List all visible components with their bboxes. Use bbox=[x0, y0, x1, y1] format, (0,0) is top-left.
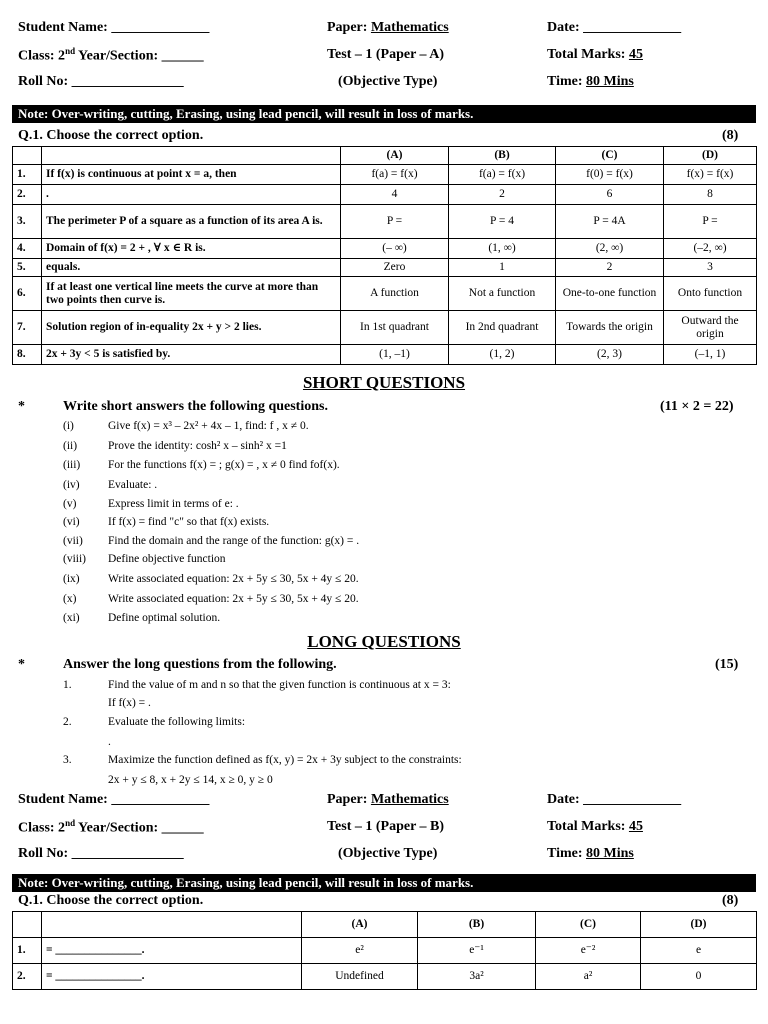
question-number: 3. bbox=[13, 205, 42, 239]
test-title: Test – 1 (Paper – A) bbox=[327, 47, 445, 62]
roll-no-field: Roll No: ________________ bbox=[18, 846, 184, 861]
question-text: equals. bbox=[42, 259, 341, 277]
long-star: * bbox=[18, 657, 25, 672]
option-c: f(0) = f(x) bbox=[556, 165, 664, 185]
table-row bbox=[13, 938, 757, 964]
mcq-table-b bbox=[12, 911, 757, 990]
option-d: P = bbox=[664, 205, 757, 239]
option-header-d: (D) bbox=[664, 147, 757, 165]
item-number: (x) bbox=[63, 593, 77, 605]
mcq-header-row bbox=[13, 912, 757, 938]
item-number: (ii) bbox=[63, 440, 78, 452]
item-text: Define optimal solution. bbox=[108, 612, 221, 624]
item-text: Prove the identity: cosh² x – sinh² x =1 bbox=[108, 440, 287, 452]
time-value: 80 Mins bbox=[586, 846, 634, 861]
student-name-field: Student Name: ______________ bbox=[18, 20, 210, 35]
table-row bbox=[13, 165, 757, 185]
question-text: = _______________. bbox=[42, 964, 302, 990]
table-row bbox=[13, 185, 757, 205]
class-field bbox=[18, 818, 204, 837]
short-questions-title: SHORT QUESTIONS bbox=[302, 373, 466, 392]
header-blank bbox=[42, 147, 341, 165]
item-number: (vii) bbox=[63, 535, 83, 547]
option-d: Outward the origin bbox=[664, 311, 757, 345]
item-number: (iii) bbox=[63, 459, 81, 471]
option-header-a: (A) bbox=[341, 147, 449, 165]
item-number: (ix) bbox=[63, 573, 80, 585]
class-label: Class: 2 bbox=[18, 820, 66, 836]
option-a: Undefined bbox=[302, 964, 418, 990]
long-marks: (15) bbox=[715, 657, 739, 672]
item-text: For the functions f(x) = ; g(x) = , x ≠ 0 find fof(x). bbox=[108, 459, 340, 471]
class-section: Year/Section: ______ bbox=[75, 48, 204, 64]
date-field: Date: ______________ bbox=[547, 20, 682, 35]
paper-value: Mathematics bbox=[370, 20, 449, 35]
question-text: If f(x) is continuous at point x = a, then bbox=[42, 165, 341, 185]
class-label: Class: 2 bbox=[18, 48, 66, 64]
total-marks-value: 45 bbox=[628, 819, 643, 834]
time-label: Time: bbox=[547, 846, 587, 861]
option-a: Zero bbox=[341, 259, 449, 277]
item-number: (xi) bbox=[63, 612, 80, 624]
item-number: 1. bbox=[63, 679, 72, 691]
option-header-b: (B) bbox=[449, 147, 556, 165]
total-marks bbox=[547, 819, 643, 835]
total-marks bbox=[547, 47, 643, 63]
option-c: Towards the origin bbox=[556, 311, 664, 345]
item-text: Find the domain and the range of the function: g(x) = . bbox=[108, 535, 360, 547]
option-d: 8 bbox=[664, 185, 757, 205]
objective-type: (Objective Type) bbox=[338, 846, 438, 861]
item-number: 3. bbox=[63, 754, 72, 766]
time-field bbox=[547, 846, 634, 862]
table-row bbox=[13, 964, 757, 990]
item-number: (i) bbox=[63, 420, 74, 432]
q1-marks: (8) bbox=[722, 893, 739, 908]
option-c: P = 4A bbox=[556, 205, 664, 239]
class-section: Year/Section: ______ bbox=[75, 820, 204, 836]
paper-subject bbox=[327, 792, 449, 808]
total-marks-label: Total Marks: bbox=[547, 47, 629, 62]
short-star: * bbox=[18, 399, 25, 414]
option-a: (– ∞) bbox=[341, 239, 449, 259]
mcq-header-row bbox=[13, 147, 757, 165]
question-number: 1. bbox=[13, 938, 42, 964]
table-row bbox=[13, 311, 757, 345]
question-number: 7. bbox=[13, 311, 42, 345]
question-number: 8. bbox=[13, 345, 42, 365]
time-value: 80 Mins bbox=[586, 74, 634, 89]
option-b: P = 4 bbox=[449, 205, 556, 239]
item-number: 2. bbox=[63, 716, 72, 728]
test-title: Test – 1 (Paper – B) bbox=[327, 819, 445, 834]
item-text: Express limit in terms of e: . bbox=[108, 498, 239, 510]
option-a: A function bbox=[341, 277, 449, 311]
option-header-c: (C) bbox=[556, 147, 664, 165]
item-number: (viii) bbox=[63, 553, 86, 565]
option-header-c: (C) bbox=[536, 912, 641, 938]
short-marks: (11 × 2 = 22) bbox=[660, 399, 734, 414]
option-c: 6 bbox=[556, 185, 664, 205]
item-number: (iv) bbox=[63, 479, 80, 491]
item-text: Define objective function bbox=[108, 553, 226, 565]
paper-label: Paper: bbox=[327, 792, 371, 807]
long-instruction: Answer the long questions from the following. bbox=[63, 657, 337, 672]
q1-label: Q.1. Choose the correct option. bbox=[18, 893, 204, 908]
option-d: 0 bbox=[641, 964, 757, 990]
total-marks-value: 45 bbox=[628, 47, 643, 62]
question-text: 2x + 3y < 5 is satisfied by. bbox=[42, 345, 341, 365]
total-marks-label: Total Marks: bbox=[547, 819, 629, 834]
question-text: . bbox=[42, 185, 341, 205]
item-text: If f(x) = find "c" so that f(x) exists. bbox=[108, 516, 270, 528]
header-blank bbox=[42, 912, 302, 938]
student-name-field: Student Name: ______________ bbox=[18, 792, 210, 807]
table-row bbox=[13, 239, 757, 259]
short-instruction: Write short answers the following questions. bbox=[63, 399, 328, 414]
question-text: Solution region of in-equality 2x + y > 2 lies. bbox=[42, 311, 341, 345]
question-text: = _______________. bbox=[42, 938, 302, 964]
time-field bbox=[547, 74, 634, 90]
item-text: Evaluate the following limits: bbox=[108, 716, 246, 728]
question-number: 4. bbox=[13, 239, 42, 259]
item-text: Maximize the function defined as f(x, y) = 2x + 3y subject to the constraints: bbox=[108, 754, 462, 766]
option-a: 4 bbox=[341, 185, 449, 205]
question-number: 2. bbox=[13, 185, 42, 205]
class-field bbox=[18, 46, 204, 65]
option-c: (2, 3) bbox=[556, 345, 664, 365]
option-d: f(x) = f(x) bbox=[664, 165, 757, 185]
note-banner: Note: Over-writing, cutting, Erasing, using lead pencil, will result in loss of marks. bbox=[12, 874, 756, 892]
item-text: Find the value of m and n so that the given function is continuous at x = 3: bbox=[108, 679, 451, 691]
item-number: (v) bbox=[63, 498, 77, 510]
option-a: f(a) = f(x) bbox=[341, 165, 449, 185]
option-a: P = bbox=[341, 205, 449, 239]
question-number: 1. bbox=[13, 165, 42, 185]
option-b: e⁻¹ bbox=[418, 938, 536, 964]
item-text: 2x + y ≤ 8, x + 2y ≤ 14, x ≥ 0, y ≥ 0 bbox=[108, 774, 273, 786]
paper-value: Mathematics bbox=[370, 792, 449, 807]
header-blank bbox=[13, 912, 42, 938]
item-text: . bbox=[108, 736, 111, 748]
table-row bbox=[13, 205, 757, 239]
table-row bbox=[13, 345, 757, 365]
option-c: a² bbox=[536, 964, 641, 990]
mcq-table-a bbox=[12, 146, 757, 365]
q1-marks: (8) bbox=[722, 128, 739, 143]
date-field: Date: ______________ bbox=[547, 792, 682, 807]
option-b: f(a) = f(x) bbox=[449, 165, 556, 185]
option-c: 2 bbox=[556, 259, 664, 277]
question-text: If at least one vertical line meets the curve at more than two points then curve is. bbox=[42, 277, 341, 311]
option-header-a: (A) bbox=[302, 912, 418, 938]
option-b: 3a² bbox=[418, 964, 536, 990]
objective-type: (Objective Type) bbox=[338, 74, 438, 89]
option-c: (2, ∞) bbox=[556, 239, 664, 259]
roll-no-field: Roll No: ________________ bbox=[18, 74, 184, 89]
option-d: (–1, 1) bbox=[664, 345, 757, 365]
option-b: (1, ∞) bbox=[449, 239, 556, 259]
question-number: 2. bbox=[13, 964, 42, 990]
item-text: If f(x) = . bbox=[108, 697, 151, 709]
option-a: (1, –1) bbox=[341, 345, 449, 365]
time-label: Time: bbox=[547, 74, 587, 89]
option-c: One-to-one function bbox=[556, 277, 664, 311]
option-a: e² bbox=[302, 938, 418, 964]
q1-label: Q.1. Choose the correct option. bbox=[18, 128, 204, 143]
item-text: Evaluate: . bbox=[108, 479, 158, 491]
option-d: 3 bbox=[664, 259, 757, 277]
question-number: 5. bbox=[13, 259, 42, 277]
question-text: Domain of f(x) = 2 + , ∀ x ∈ R is. bbox=[42, 239, 341, 259]
question-number: 6. bbox=[13, 277, 42, 311]
item-text: Give f(x) = x³ – 2x² + 4x – 1, find: f , x ≠ 0. bbox=[108, 420, 309, 432]
option-d: (–2, ∞) bbox=[664, 239, 757, 259]
option-d: Onto function bbox=[664, 277, 757, 311]
option-header-b: (B) bbox=[418, 912, 536, 938]
class-sup: nd bbox=[65, 818, 76, 828]
long-questions-title: LONG QUESTIONS bbox=[307, 632, 461, 651]
table-row bbox=[13, 277, 757, 311]
option-header-d: (D) bbox=[641, 912, 757, 938]
option-c: e⁻² bbox=[536, 938, 641, 964]
note-banner: Note: Over-writing, cutting, Erasing, using lead pencil, will result in loss of marks. bbox=[12, 105, 756, 123]
option-b: In 2nd quadrant bbox=[449, 311, 556, 345]
class-sup: nd bbox=[65, 46, 76, 56]
option-b: 2 bbox=[449, 185, 556, 205]
table-row bbox=[13, 259, 757, 277]
option-d: e bbox=[641, 938, 757, 964]
item-number: (vi) bbox=[63, 516, 80, 528]
option-b: Not a function bbox=[449, 277, 556, 311]
header-blank bbox=[13, 147, 42, 165]
option-a: In 1st quadrant bbox=[341, 311, 449, 345]
paper-label: Paper: bbox=[327, 20, 371, 35]
item-text: Write associated equation: 2x + 5y ≤ 30, 5x + 4y ≤ 20. bbox=[108, 593, 359, 605]
option-b: (1, 2) bbox=[449, 345, 556, 365]
question-text: The perimeter P of a square as a function of its area A is. bbox=[42, 205, 341, 239]
paper-subject bbox=[327, 20, 449, 36]
option-b: 1 bbox=[449, 259, 556, 277]
item-text: Write associated equation: 2x + 5y ≤ 30, 5x + 4y ≤ 20. bbox=[108, 573, 359, 585]
